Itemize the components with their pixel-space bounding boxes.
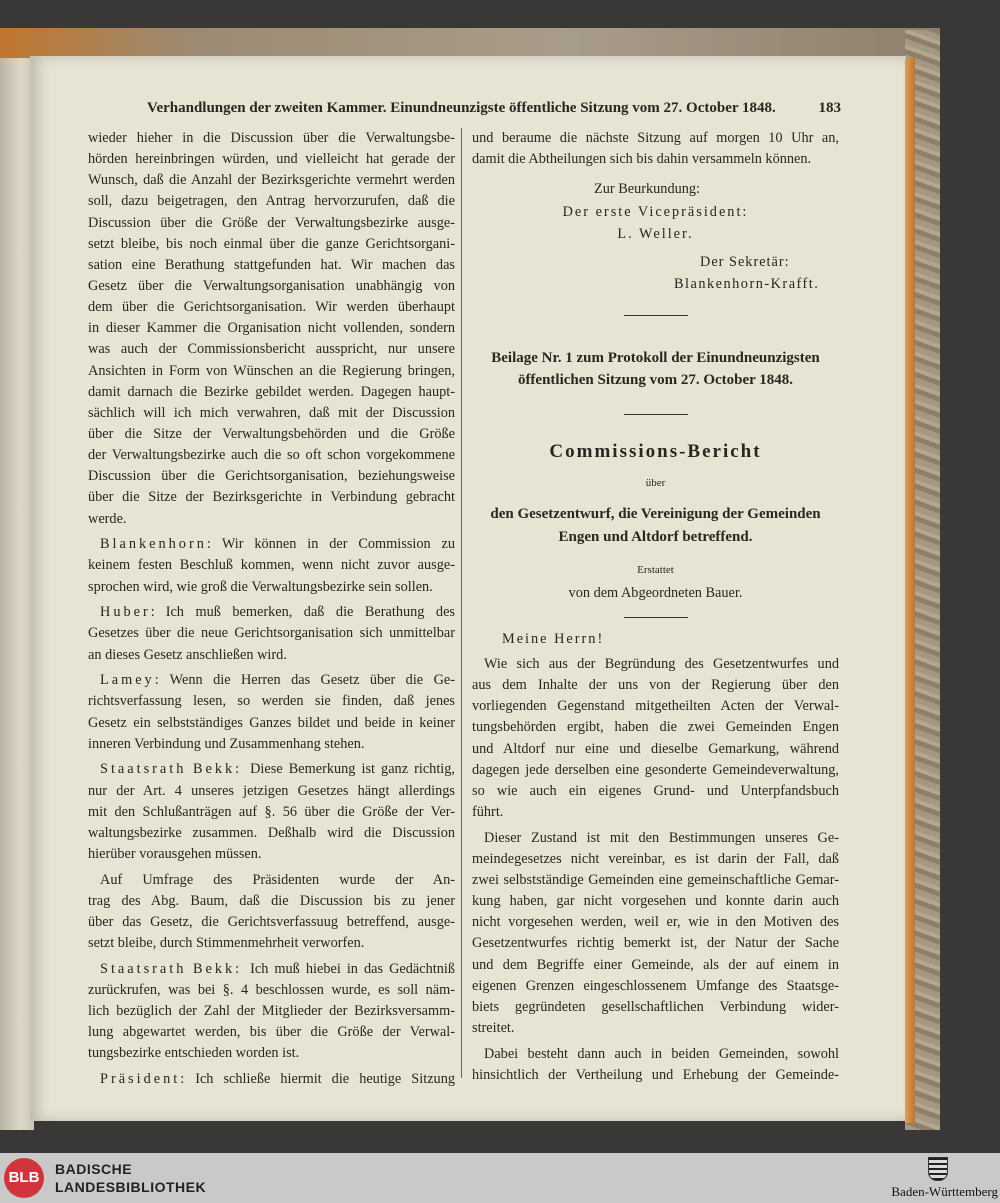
paragraph: [472, 828, 839, 1039]
line-text: tungsbezirke entschieden worden ist.: [88, 1045, 300, 1062]
line-text: Ich schließe hiermit die heutige Sitzung: [195, 1071, 455, 1088]
report-body: [472, 654, 839, 1091]
line-text: Gesetzes über die neue Gerichtsorganisation sich unmittelbar: [88, 625, 455, 642]
line-text: Discussion über die Größe der Verwaltungsbezirke ausge-: [88, 214, 455, 231]
paragraph: [472, 1044, 839, 1086]
vice-president-name: L. Weller.: [617, 226, 694, 242]
line-text: Gesetzentwurfes richtig bemerkt ist, der Natur der Sache: [472, 935, 839, 952]
line-text: zwei selbstständige Gemeinden eine gemeinschaftliche Gemar-: [472, 872, 839, 888]
text-line: [88, 318, 455, 339]
text-line: [88, 170, 455, 191]
text-line: [88, 403, 455, 424]
separator-rule: [472, 414, 839, 415]
text-line: [88, 912, 455, 933]
line-text: lich bezüglich der Zahl der Mitglieder der Bezirksversamm-: [88, 1003, 455, 1020]
text-line: [472, 675, 839, 696]
speaker-name: Lamey:: [100, 672, 162, 689]
line-text: mit den Schlußanträgen auf §. 56 über die Größe der Ver-: [88, 803, 455, 820]
line-text: waltungsbezirke zusammen. Deßhalb wird die Discussion: [88, 824, 455, 841]
text-line: [472, 696, 839, 717]
text-line: [472, 976, 839, 997]
secretary-name: Blankenhorn-Krafft.: [674, 276, 820, 292]
paragraph: [88, 534, 455, 597]
paragraph: [88, 870, 455, 955]
paragraph: [88, 670, 455, 755]
line-text: tungsbehörden ergibt, haben die zwei Gemeinden Engen: [472, 719, 839, 736]
text-line: [88, 234, 455, 255]
blb-logo[interactable]: BLB: [4, 1158, 44, 1198]
text-line: [88, 623, 455, 644]
text-line: [472, 933, 839, 954]
text-line: [88, 149, 455, 170]
text-line: [88, 577, 455, 598]
report-title: Commissions-Bericht: [549, 441, 762, 462]
line-text: der Verwaltungsbezirke auch die so oft schon vorgekommene: [88, 447, 455, 464]
line-text: führt.: [472, 803, 504, 820]
line-text: damit darnach die Bezirke gebildet werden. Dagegen haupt-: [88, 383, 455, 400]
text-line: [88, 555, 455, 576]
text-line: [88, 191, 455, 212]
text-line: [88, 645, 455, 666]
text-line: [88, 602, 455, 623]
text-line: [88, 1022, 455, 1043]
speaker-name: Staatsrath Bekk:: [100, 761, 243, 778]
text-line: [472, 828, 839, 849]
text-line: [472, 739, 839, 760]
text-line: [472, 1018, 839, 1039]
text-line: [472, 955, 839, 976]
text-line: [88, 382, 455, 403]
text-line: [88, 870, 455, 891]
salutation: Meine Herrn!: [502, 631, 605, 647]
line-text: über die Sitze der Verwaltungsbehörden und die Größe: [88, 425, 455, 442]
baden-wuerttemberg-crest-icon: [928, 1157, 948, 1181]
text-line: [88, 361, 455, 382]
text-line: [88, 759, 455, 780]
text-line: [88, 213, 455, 234]
text-line: [472, 849, 839, 870]
line-text: eigenen Grenzen eingeschlossenem Umfange des Staatsge-: [472, 977, 839, 994]
text-line: [472, 781, 839, 802]
line-text: lung abgewartet werden, bis über die Größe der Verwal-: [88, 1024, 455, 1041]
line-text: und dem Begriffe einer Gemeinde, als der auf einem in: [472, 956, 839, 973]
line-text: sprochen wird, wie groß die Verwaltungsbezirke sein sollen.: [88, 578, 433, 595]
text-line: [88, 509, 455, 530]
book-cover-top: [0, 28, 940, 58]
page-edge: [905, 58, 915, 1123]
text-line: [88, 128, 455, 149]
library-name-line2: LANDESBIBLIOTHEK: [55, 1179, 207, 1195]
line-text: hierüber vorausgehen müssen.: [88, 846, 262, 863]
text-line: [88, 734, 455, 755]
text-line: [88, 823, 455, 844]
column-divider: [461, 128, 462, 1078]
text-line: [88, 959, 455, 980]
text-line: [472, 1065, 839, 1086]
line-text: nicht vorgesehen werden, weil er, wie in den Motiven des: [472, 914, 839, 931]
closing-line: damit die Abtheilungen sich bis dahin versammeln können.: [472, 151, 812, 168]
line-text: keinem festen Beschluß kommen, wenn nicht zuvor ausge-: [88, 557, 455, 574]
right-column: [472, 128, 839, 1083]
report-subject-line: Engen und Altdorf betreffend.: [558, 529, 753, 545]
text-line: [88, 1069, 455, 1090]
line-text: richtsverfassung lesen, so werden sie finden, daß jenes: [88, 693, 455, 710]
library-name-line1: BADISCHE: [55, 1161, 133, 1177]
text-line: [88, 534, 455, 555]
line-text: wieder hieher in die Discussion über die Verwaltungsbe-: [88, 130, 455, 146]
line-text: Wenn die Herren das Gesetz über die Ge-: [169, 672, 455, 689]
line-text: und Altdorf nur eine und dieselbe Gemarkung, während: [472, 740, 839, 757]
line-text: Wir können in der Commission zu: [221, 536, 455, 553]
running-header: [147, 100, 841, 117]
paragraph: [88, 602, 455, 665]
speaker-name: Staatsrath Bekk:: [100, 960, 243, 977]
line-text: Diese Bemerkung ist ganz richtig,: [250, 761, 455, 778]
text-line: [472, 760, 839, 781]
line-text: aus dem Inhalte der uns von der Regierung über den: [472, 677, 839, 694]
paragraph: [88, 1069, 455, 1090]
line-text: sation eine Berathung stattgefunden hat. Wir machen das: [88, 256, 455, 273]
speaker-name: Huber:: [100, 604, 158, 621]
line-text: trag des Abg. Baum, daß die Discussion bis zu jener: [88, 892, 455, 909]
line-text: Auf Umfrage des Präsidenten wurde der An-: [100, 871, 455, 888]
line-text: an dieses Gesetz anschließen wird.: [88, 646, 287, 663]
text-line: [88, 297, 455, 318]
speaker-name: Präsident:: [100, 1071, 188, 1088]
line-text: hinsichtlich der Vertheilung und Erhebung der Gemeinde-: [472, 1066, 839, 1083]
text-line: [88, 781, 455, 802]
line-text: soll, dazu beigetragen, den Antrag hervorzurufen, daß die: [88, 193, 455, 210]
text-line: [88, 670, 455, 691]
running-title: Verhandlungen der zweiten Kammer. Einundneunzigste öffentliche Sitzung vom 27. October 1848.: [147, 100, 776, 116]
text-line: [88, 424, 455, 445]
text-line: [472, 717, 839, 738]
line-text: in dieser Kammer die Organisation nicht vollenden, sondern: [88, 320, 455, 337]
report-subject-line: den Gesetzentwurf, die Vereinigung der Gemeinden: [490, 506, 821, 522]
separator-rule: [472, 617, 839, 618]
line-text: meindegesetzes nicht vereinbar, es ist darin der Fall, daß: [472, 850, 839, 867]
line-text: hörden hereinbringen würden, und vielleicht hat gerade der: [88, 151, 455, 168]
appendix-title-line: Beilage Nr. 1 zum Protokoll der Einundneunzigsten: [491, 350, 820, 366]
text-line: [88, 1001, 455, 1022]
report-by: von dem Abgeordneten Bauer.: [568, 585, 743, 601]
report-over: über: [645, 477, 666, 489]
text-line: [88, 487, 455, 508]
line-text: streitet.: [472, 1019, 515, 1036]
text-line: [88, 466, 455, 487]
separator-rule: [472, 315, 839, 316]
closing-line: und beraume die nächste Sitzung auf morgen 10 Uhr an,: [472, 130, 839, 146]
line-text: über die Sitze der Bezirksgerichte in Verbindung gebracht: [88, 489, 455, 506]
text-line: [88, 980, 455, 1001]
line-text: Gesetz über die Verwaltungsorganisation unabhängig von: [88, 277, 455, 294]
footer-bar: [0, 1153, 1000, 1203]
speaker-name: Blankenhorn:: [100, 536, 214, 553]
line-text: Dabei besteht dann auch in beiden Gemeinden, sowohl: [484, 1045, 839, 1062]
text-line: [88, 802, 455, 823]
vice-president-title: Der erste Vicepräsident:: [562, 204, 749, 220]
line-text: setzt bleibe, bis noch einmal über die ganze Gerichtsorgani-: [88, 235, 455, 252]
text-line: [88, 844, 455, 865]
line-text: so wie auch ein eigenes Grund- und Unterpfandsbuch: [472, 782, 839, 799]
line-text: Ich muß hiebei in das Gedächtniß: [250, 960, 455, 977]
line-text: inneren Verbindung und Zusammenhang stehen.: [88, 735, 365, 752]
paragraph: [88, 128, 455, 530]
line-text: werde.: [88, 510, 127, 527]
text-line: [88, 891, 455, 912]
previous-page-edge: [0, 40, 34, 1130]
text-line: [88, 255, 455, 276]
line-text: über das Gesetz, die Gerichtsverfassuug betreffend, ausge-: [88, 914, 455, 931]
line-text: Dieser Zustand ist mit den Bestimmungen unseres Ge-: [484, 829, 839, 846]
line-text: dagegen jede derselben eine gesonderte Gemeindeverwaltung,: [472, 761, 839, 778]
line-text: zurückrufen, was bei §. 4 beschlossen wurde, es soll näm-: [88, 982, 455, 999]
line-text: biets gegründeten gesellschaftlichen Verbindung wider-: [472, 998, 839, 1015]
text-line: [88, 1043, 455, 1064]
attestation: Zur Beurkundung:: [594, 181, 701, 197]
line-text: Wunsch, daß die Anzahl der Bezirksgerichte vermehrt werden: [88, 172, 455, 189]
line-text: Ich muß bemerken, daß die Berathung des: [165, 604, 455, 621]
page-number: 183: [818, 100, 841, 116]
line-text: was auch der Commissionsbericht ausspricht, nur unsere: [88, 341, 455, 358]
text-line: [472, 870, 839, 891]
report-by-label: Erstattet: [637, 564, 674, 576]
text-line: [88, 339, 455, 360]
text-line: [472, 802, 839, 823]
text-line: [472, 997, 839, 1018]
text-line: [472, 1044, 839, 1065]
state-label[interactable]: Baden-Württemberg: [891, 1184, 998, 1199]
appendix-title-line: öffentlichen Sitzung vom 27. October 1848.: [517, 372, 794, 388]
line-text: nur der Art. 4 unseres jetzigen Gesetzes hängt allerdings: [88, 782, 455, 799]
line-text: dem über die Gerichtsorganisation. Wir werden überhaupt: [88, 299, 455, 316]
text-line: [472, 912, 839, 933]
text-line: [472, 654, 839, 675]
line-text: vorliegenden Gegenstand mitgetheilten Acten der Verwal-: [472, 698, 839, 715]
line-text: sächlich will ich mich verwahren, daß mit der Discussion: [88, 404, 455, 421]
line-text: Ansichten in Form von Wünschen an die Regierung bringen,: [88, 362, 455, 379]
line-text: Discussion über die Gerichtsorganisation, beziehungsweise: [88, 468, 455, 485]
text-line: [88, 691, 455, 712]
secretary-title: Der Sekretär:: [700, 254, 790, 270]
text-line: [88, 445, 455, 466]
text-line: [88, 933, 455, 954]
text-line: [88, 713, 455, 734]
paragraph: [472, 654, 839, 823]
left-column: [88, 128, 455, 1095]
paragraph: [88, 759, 455, 865]
line-text: kung haben, gar nicht vorgesehen und konnte darin auch: [472, 893, 839, 910]
text-line: [88, 276, 455, 297]
line-text: Wie sich aus der Begründung des Gesetzentwurfes und: [484, 656, 839, 672]
line-text: Gesetz ein selbstständiges Ganzes bildet und beide in keiner: [88, 714, 455, 731]
line-text: setzt bleibe, durch Stimmenmehrheit verworfen.: [88, 935, 365, 952]
text-line: [472, 891, 839, 912]
paragraph: [88, 959, 455, 1065]
